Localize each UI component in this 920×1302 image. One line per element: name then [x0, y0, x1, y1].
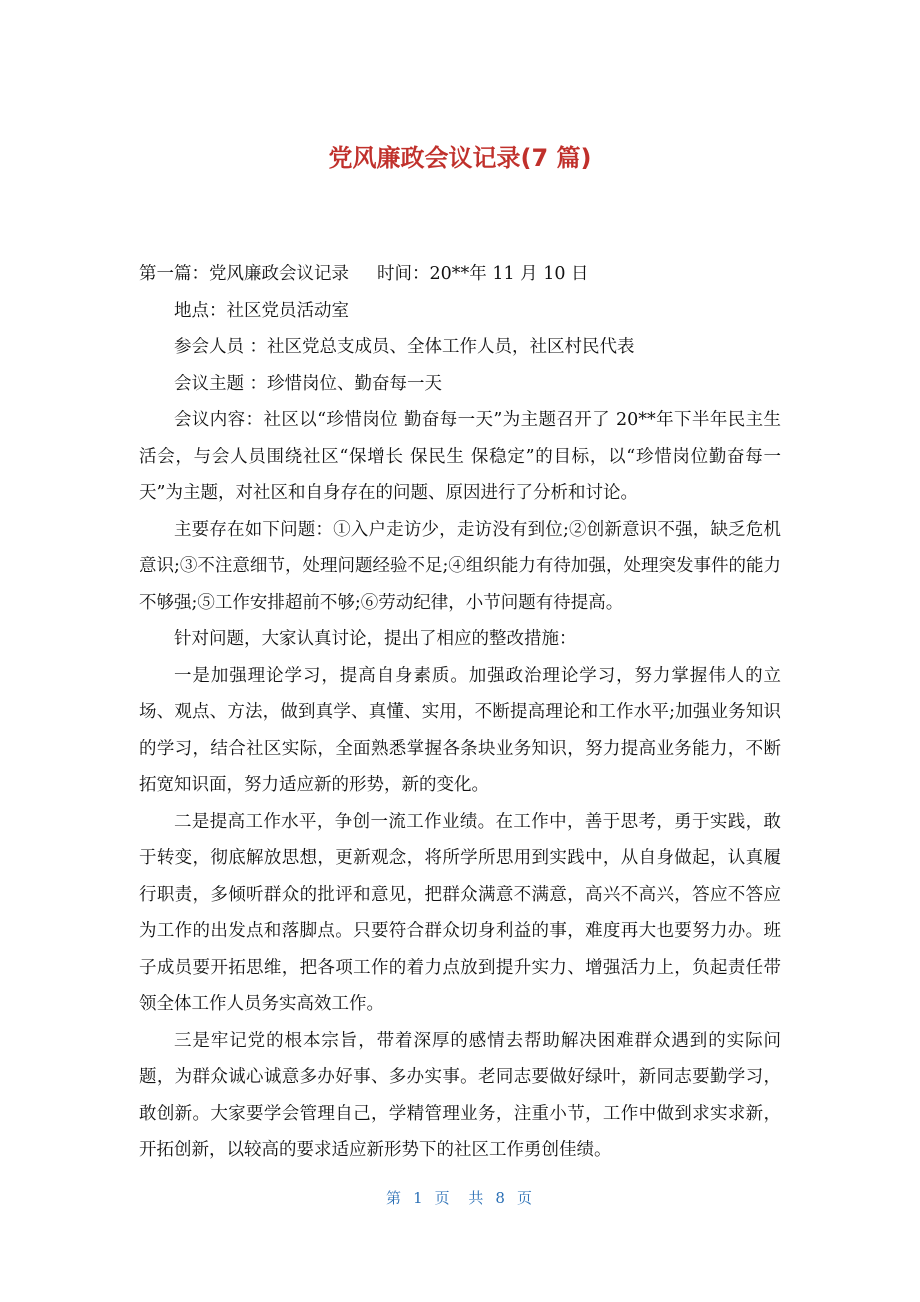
- measure-one: 一是加强理论学习，提高自身素质。加强政治理论学习，努力掌握伟人的立场、观点、方法，做到真学、真懂、实用，不断提高理论和工作水平;加强业务知识的学习，结合社区实际，全面熟悉掌握各条块业务知识，努力提高业务能力，不断拓宽知识面，努力适应新的形势，新的变化。: [139, 665, 781, 795]
- meeting-location: 地点：社区党员活动室: [174, 300, 349, 321]
- section-heading: 第一篇：党风廉政会议记录: [139, 264, 349, 284]
- measures-intro: 针对问题，大家认真讨论，提出了相应的整改措施：: [174, 629, 577, 649]
- footer-current-page: 1: [413, 1189, 425, 1207]
- meeting-theme: 会议主题 ：珍惜岗位、勤奋每一天: [174, 373, 443, 394]
- meeting-content: 会议内容：社区以“珍惜岗位 勤奋每一天”为主题召开了 20**年下半年民主生活会，与会人员围绕社区“保增长 保民生 保稳定”的目标，以“珍惜岗位勤奋每一天”为主题，对社区和自身存在的问题、原因进行了分析和讨论。: [139, 410, 781, 503]
- first-line: [139, 256, 781, 293]
- existing-problems: 主要存在如下问题：①入户走访少，走访没有到位;②创新意识不强，缺乏危机意识;③不注意细节，处理问题经验不足;④组织能力有待加强，处理突发事件的能力不够强;⑤工作安排超前不够;⑥劳动纪律，小节问题有待提高。: [139, 519, 781, 613]
- page-footer: [0, 1186, 920, 1210]
- footer-prefix: 第: [386, 1189, 404, 1207]
- meeting-attendees: 参会人员 ：社区党总支成员、全体工作人员，社区村民代表: [174, 337, 635, 357]
- measure-two: 二是提高工作水平，争创一流工作业绩。在工作中，善于思考，勇于实践，敢于转变，彻底解放思想，更新观念，将所学所思用到实践中，从自身做起，认真履行职责，多倾听群众的批评和意见，把群众满意不满意，高兴不高兴，答应不答应为工作的出发点和落脚点。只要符合群众切身利益的事，难度再大也要努力办。班子成员要开拓思维，把各项工作的着力点放到提升实力、增强活力上，负起责任带领全体工作人员务实高效工作。: [139, 811, 781, 1014]
- meeting-time: 时间：20**年 11 月 10 日: [377, 264, 589, 284]
- footer-mid: 页 共: [434, 1189, 486, 1207]
- document-title: 党风廉政会议记录(7 篇): [328, 144, 592, 172]
- document-body: [139, 256, 781, 1169]
- footer-total-pages: 8: [495, 1189, 507, 1207]
- footer-suffix: 页: [516, 1189, 534, 1207]
- measure-three: 三是牢记党的根本宗旨，带着深厚的感情去帮助解决困难群众遇到的实际问题，为群众诚心诚意多办好事、多办实事。老同志要做好绿叶，新同志要勤学习，敢创新。大家要学会管理自己，学精管理业务，注重小节，工作中做到求实求新，开拓创新，以较高的要求适应新形势下的社区工作勇创佳绩。: [139, 1030, 781, 1160]
